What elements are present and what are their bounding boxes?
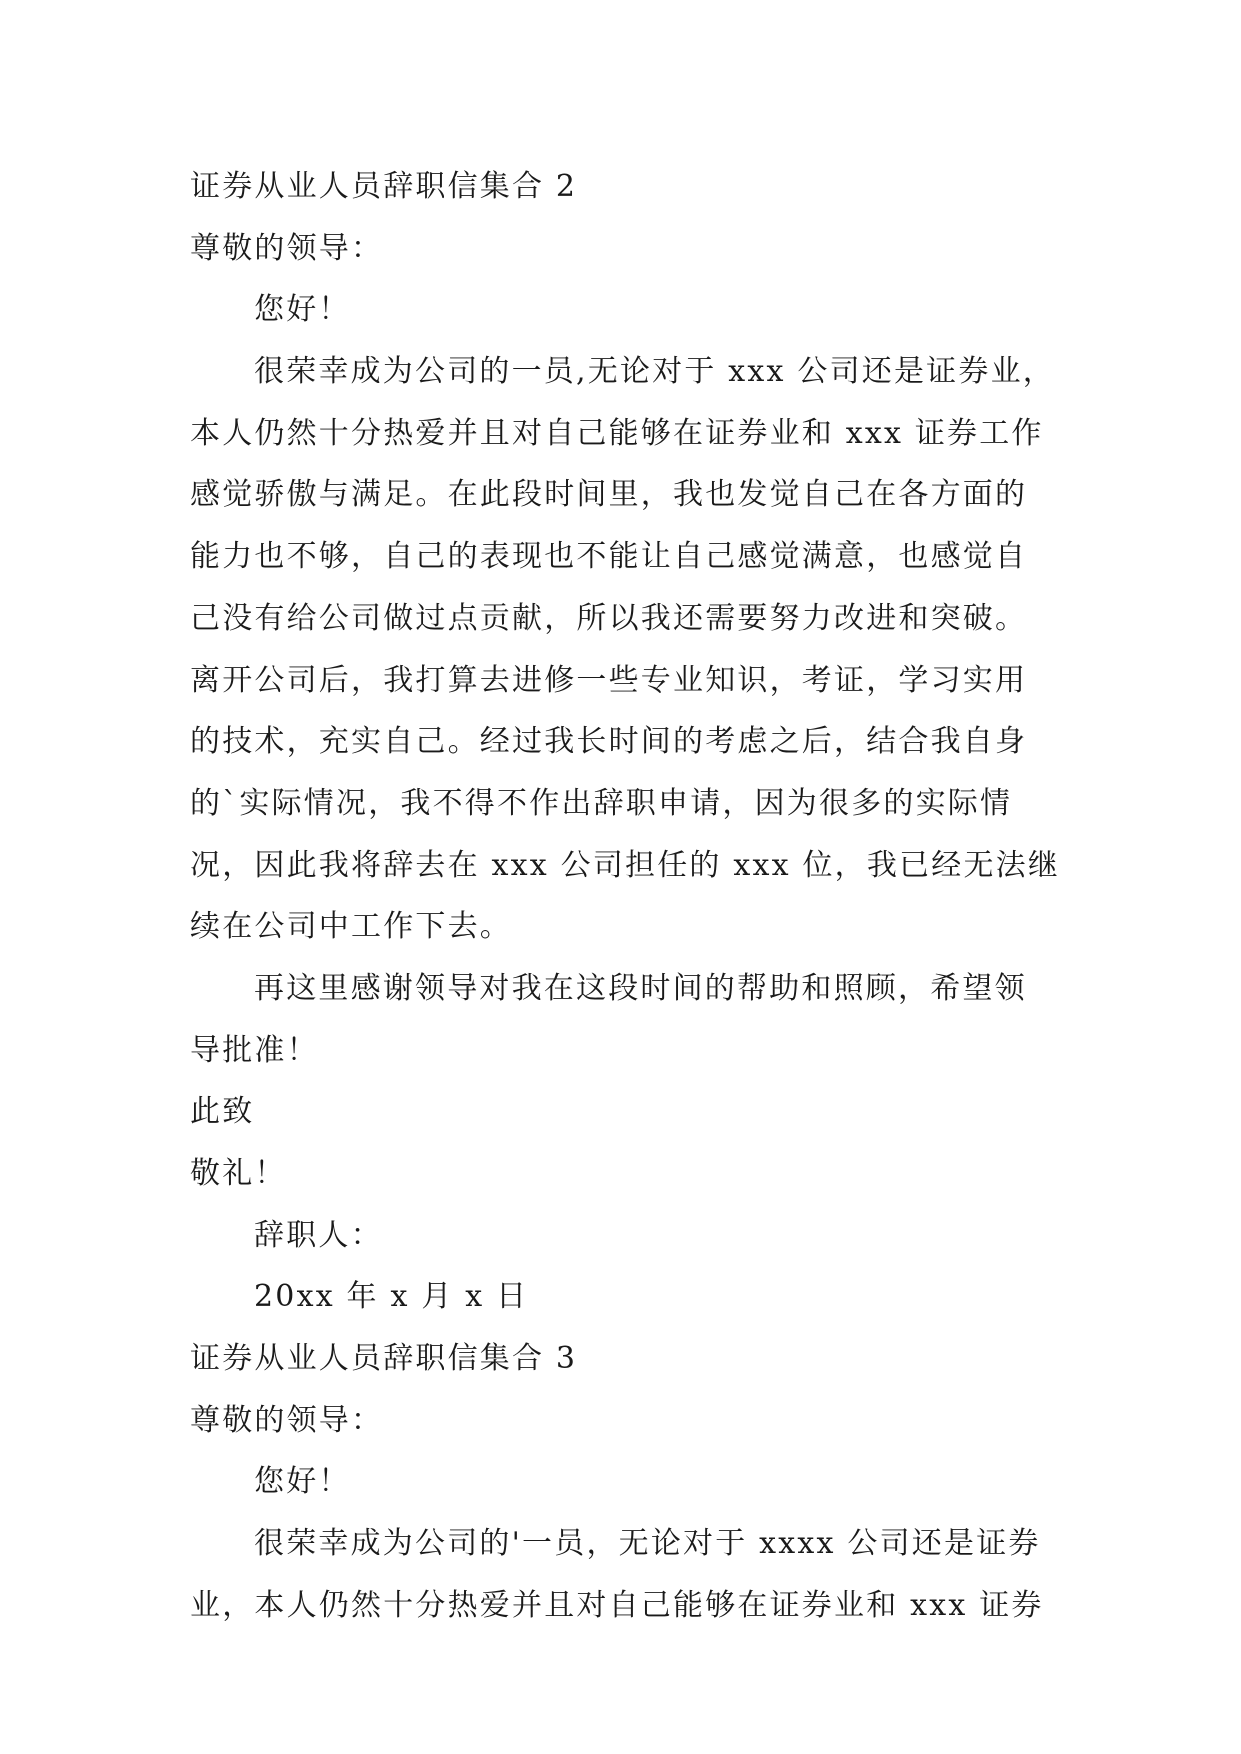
document-text xyxy=(190,156,1060,1637)
body-line: 能力也不够，自己的表现也不能让自己感觉满意，也感觉自 xyxy=(190,539,1028,575)
body-line: 的技术，充实自己。经过我长时间的考虑之后，结合我自身 xyxy=(190,724,1028,760)
body-line: 离开公司后，我打算去进修一些专业知识，考证，学习实用 xyxy=(190,662,1028,698)
body-line: 续在公司中工作下去。 xyxy=(190,909,512,945)
body-line: 的`实际情况，我不得不作出辞职申请，因为很多的实际情 xyxy=(190,785,1013,821)
signature-line: 辞职人： xyxy=(254,1217,383,1253)
greeting: 您好！ xyxy=(254,1464,351,1500)
salutation: 尊敬的领导： xyxy=(190,230,384,266)
body-line: 本人仍然十分热爱并且对自己能够在证券业和 xxx 证券工作 xyxy=(190,415,1044,451)
body-line: 感觉骄傲与满足。在此段时间里，我也发觉自己在各方面的 xyxy=(190,477,1028,513)
salutation: 尊敬的领导： xyxy=(190,1402,384,1438)
closing-line: 敬礼！ xyxy=(190,1156,287,1191)
body-line: 己没有给公司做过点贡献，所以我还需要努力改进和突破。 xyxy=(190,600,1028,636)
body-line: 业，本人仍然十分热爱并且对自己能够在证券业和 xxx 证券 xyxy=(190,1587,1044,1623)
date-line: 20xx 年 x 月 x 日 xyxy=(254,1279,529,1315)
closing-line: 此致 xyxy=(190,1094,255,1130)
letter-heading: 证券从业人员辞职信集合 3 xyxy=(190,1341,578,1377)
thanks-line: 再这里感谢领导对我在这段时间的帮助和照顾，希望领 xyxy=(254,970,1027,1006)
thanks-line: 导批准！ xyxy=(190,1032,319,1068)
body-line: 很荣幸成为公司的'一员，无论对于 xxxx 公司还是证券 xyxy=(254,1526,1041,1562)
body-line: 况，因此我将辞去在 xxx 公司担任的 xxx 位，我已经无法继 xyxy=(190,847,1061,883)
greeting: 您好！ xyxy=(254,292,351,328)
body-line: 很荣幸成为公司的一员,无论对于 xxx 公司还是证券业， xyxy=(254,354,1055,390)
letter-heading: 证券从业人员辞职信集合 2 xyxy=(190,169,578,204)
